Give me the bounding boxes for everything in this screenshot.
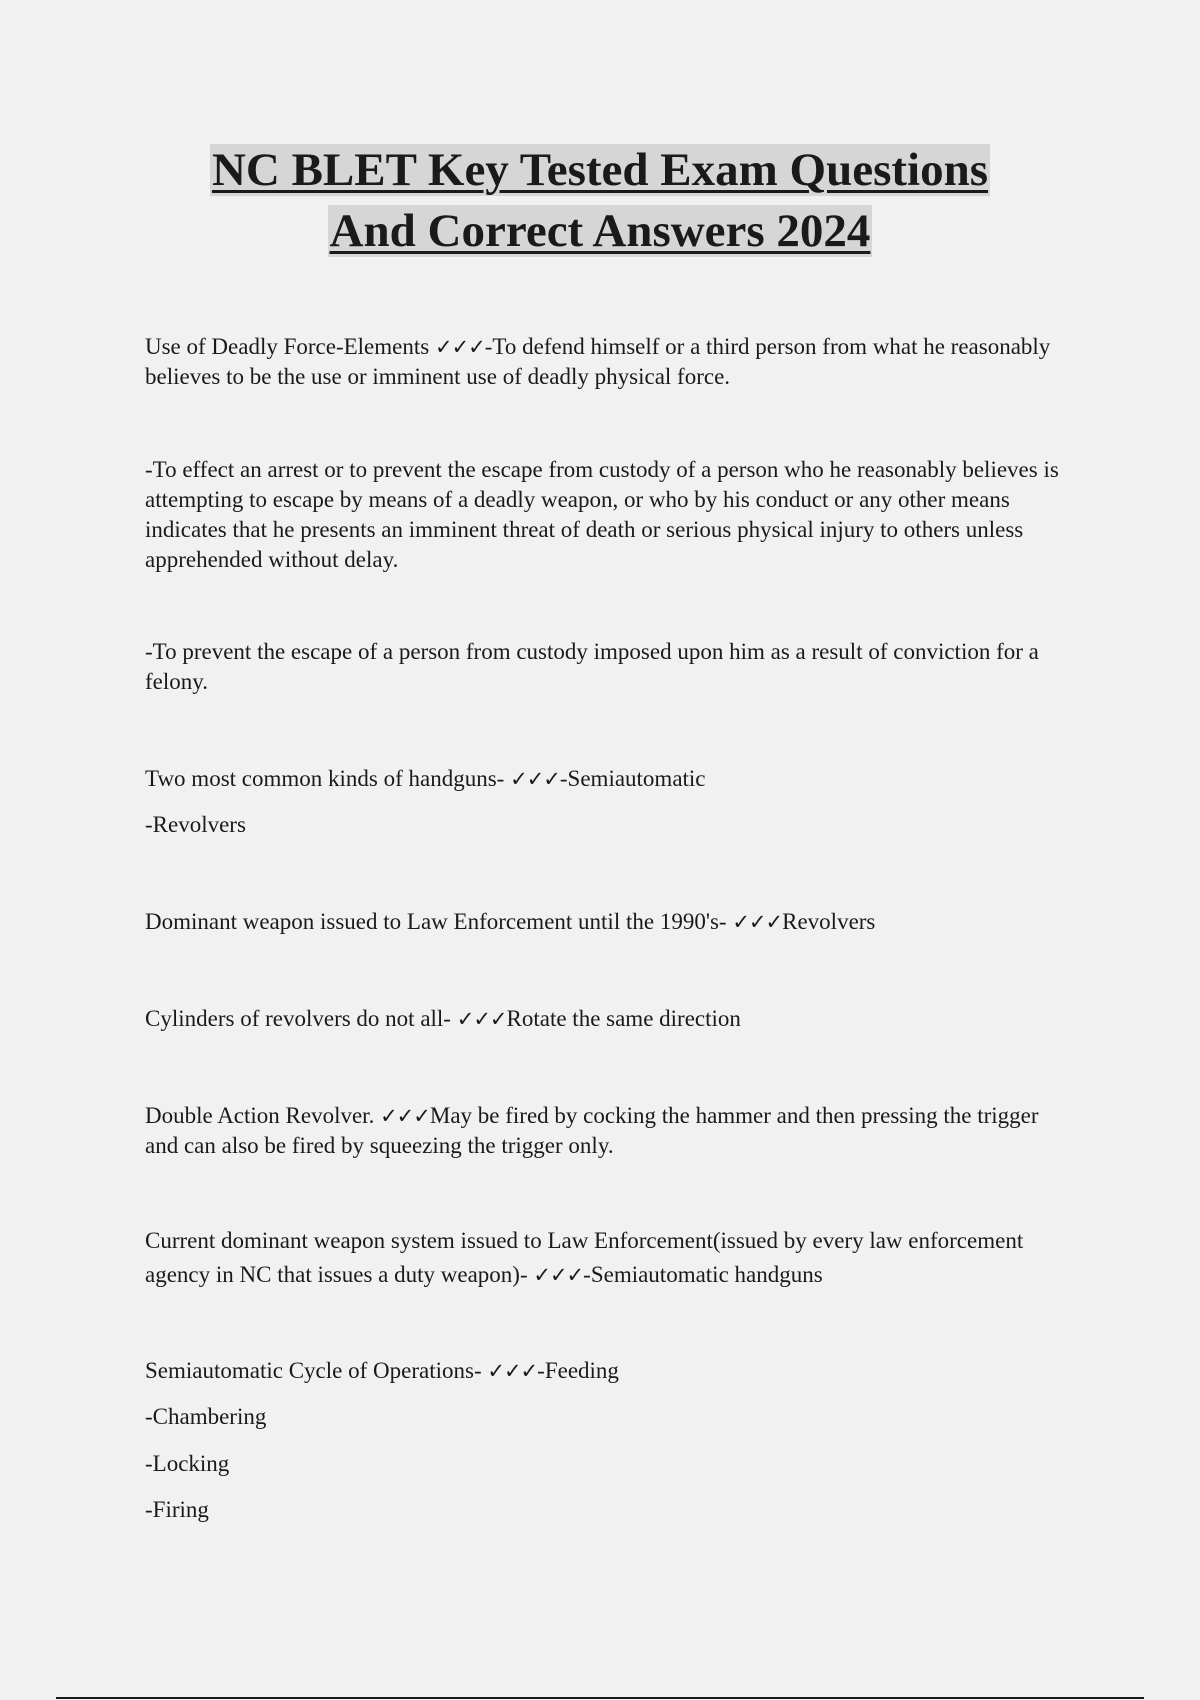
question-text: Two most common kinds of handguns- xyxy=(145,766,511,791)
answer-text: -Firing xyxy=(145,1497,209,1522)
title-line-2: And Correct Answers 2024 xyxy=(329,205,871,257)
check-marks-icon: ✓✓✓ xyxy=(510,767,560,791)
answer-paragraph-arrest xyxy=(145,455,1060,575)
answer-continuation xyxy=(145,1449,1060,1479)
check-marks-icon: ✓✓✓ xyxy=(380,1104,430,1128)
check-marks-icon: ✓✓✓ xyxy=(434,335,485,359)
answer-text: May be fired by cocking the hammer and then pressing the trigger and can also be fired by squeezing the trigger only. xyxy=(145,1103,1039,1158)
qa-item-current-weapon xyxy=(145,1224,1060,1292)
answer-continuation xyxy=(145,1402,1060,1432)
check-marks-icon: ✓✓✓ xyxy=(533,1263,584,1287)
question-text: Double Action Revolver. xyxy=(145,1103,381,1128)
answer-text: Rotate the same direction xyxy=(506,1006,741,1031)
answer-text: Revolvers xyxy=(782,909,876,934)
answer-text: -To effect an arrest or to prevent the escape from custody of a person who he reasonably believes is attempting to escape by means of a deadly weapon, or who by his conduct or any other means indicates that he presents an imminent threat of death or serious physical injury to others unless apprehended without delay. xyxy=(145,457,1059,572)
question-text: Use of Deadly Force-Elements xyxy=(145,334,435,359)
question-text: Current dominant weapon system issued to Law Enforcement(issued by every law enforcement agency in NC that issues a duty weapon)- xyxy=(145,1228,1024,1287)
check-marks-icon: ✓✓✓ xyxy=(456,1007,507,1031)
answer-text: -To defend himself or a third person from what he reasonably believes to be the use or imminent use of deadly physical force. xyxy=(145,334,1051,389)
answer-text: -Semiautomatic xyxy=(559,766,706,791)
footer-divider xyxy=(56,1697,1144,1699)
answer-text: -Feeding xyxy=(537,1358,619,1383)
qa-item-double-action xyxy=(145,1101,1060,1161)
qa-item-deadly-force xyxy=(145,332,1060,392)
question-text: Dominant weapon issued to Law Enforcement until the 1990's- xyxy=(145,909,733,934)
answer-continuation xyxy=(145,810,1060,840)
answer-text: -Semiautomatic handguns xyxy=(583,1262,823,1287)
question-text: Semiautomatic Cycle of Operations- xyxy=(145,1358,488,1383)
qa-item-cylinders xyxy=(145,1004,1060,1034)
answer-paragraph-felony xyxy=(145,637,1060,697)
qa-item-dominant-weapon xyxy=(145,907,1060,937)
answer-text: -Chambering xyxy=(145,1404,267,1429)
answer-text: -Locking xyxy=(145,1451,230,1476)
check-marks-icon: ✓✓✓ xyxy=(487,1359,538,1383)
title-line-1: NC BLET Key Tested Exam Questions xyxy=(211,144,989,196)
answer-text: -To prevent the escape of a person from custody imposed upon him as a result of conviction for a felony. xyxy=(145,639,1039,694)
qa-item-cycle-of-operations xyxy=(145,1356,1060,1386)
answer-text: -Revolvers xyxy=(145,812,246,837)
answer-continuation xyxy=(145,1495,1060,1525)
question-text: Cylinders of revolvers do not all- xyxy=(145,1006,457,1031)
document-title xyxy=(0,140,1200,262)
check-marks-icon: ✓✓✓ xyxy=(732,910,783,934)
qa-item-handguns xyxy=(145,764,1060,794)
